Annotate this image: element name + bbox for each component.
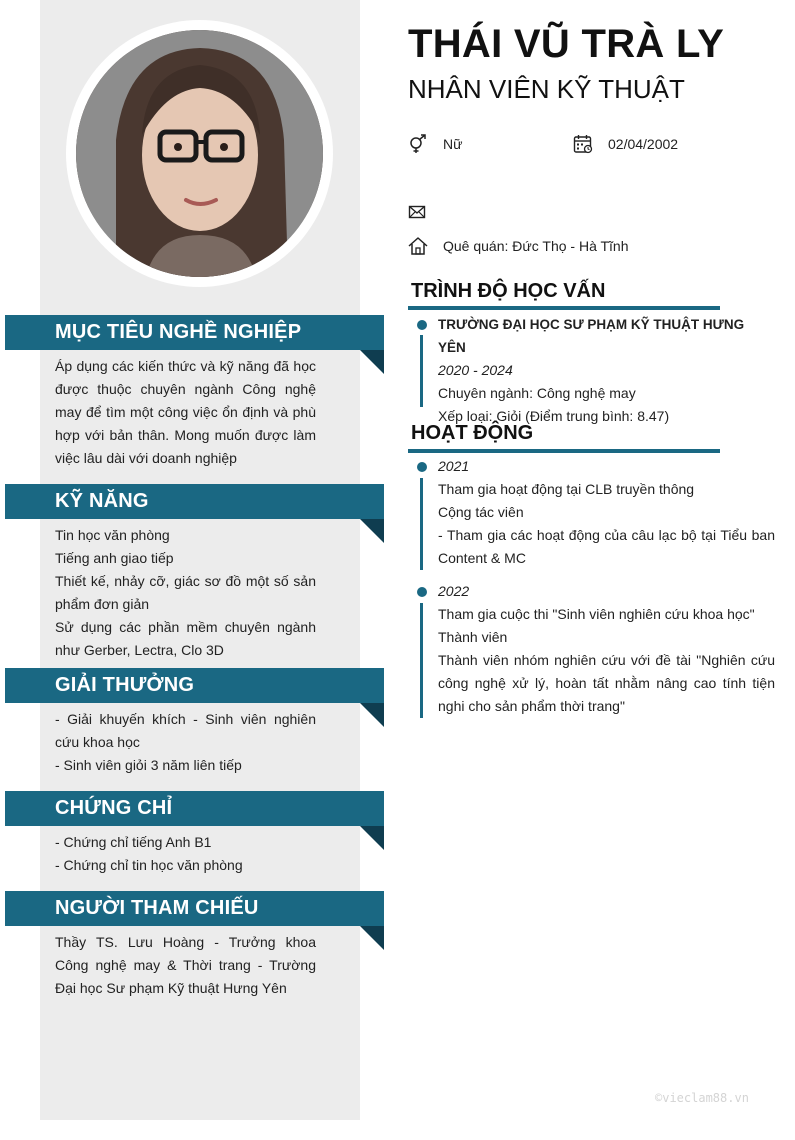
certs-header [5, 791, 384, 826]
skills-header [5, 484, 384, 519]
skills-fold [360, 519, 384, 543]
gender-value: Nữ [443, 136, 463, 152]
mail-icon [408, 202, 428, 222]
gender-icon [408, 134, 428, 154]
skill-item: Tiếng anh giao tiếp [55, 550, 174, 566]
refs-fold [360, 926, 384, 950]
education-title: TRÌNH ĐỘ HỌC VẤN [411, 280, 606, 302]
activity-entry [438, 455, 775, 570]
dob-row [573, 134, 678, 154]
portrait-illustration [76, 30, 323, 277]
award-item: - Sinh viên giỏi 3 năm liên tiếp [55, 757, 242, 773]
hometown-value: Quê quán: Đức Thọ - Hà Tĩnh [443, 238, 629, 254]
activity-year: 2022 [438, 583, 470, 599]
awards-fold [360, 703, 384, 727]
activity-line [420, 603, 423, 718]
watermark: ©vieclam88.vn [655, 1091, 749, 1105]
dob-value: 02/04/2002 [608, 136, 679, 152]
activity-year: 2021 [438, 458, 470, 474]
education-grade: Xếp loại: Giỏi (Điểm trung bình: 8.47) [438, 408, 670, 424]
school-name: TRƯỜNG ĐẠI HỌC SƯ PHẠM KỸ THUẬT HƯNG YÊN [438, 317, 745, 355]
activity-desc: - Tham gia các hoạt động của câu lạc bộ tại Tiểu ban Content & MC [438, 527, 775, 566]
education-entry [438, 313, 775, 428]
education-line [420, 335, 423, 407]
education-rule [408, 306, 720, 310]
education-period: 2020 - 2024 [438, 362, 513, 378]
education-major: Chuyên ngành: Công nghệ may [438, 385, 636, 401]
skill-item: Sử dụng các phần mềm chuyên ngành như Gerber, Lectra, Clo 3D [55, 619, 316, 658]
skill-item: Tin học văn phòng [55, 527, 170, 543]
certs-title: CHỨNG CHỈ [55, 797, 173, 819]
activity-position: Thành viên [438, 629, 508, 645]
activity-entry [438, 580, 775, 718]
activities-title: HOẠT ĐỘNG [411, 422, 534, 444]
awards-body [55, 708, 316, 777]
certs-fold [360, 826, 384, 850]
activity-position: Cộng tác viên [438, 504, 524, 520]
home-icon [408, 236, 428, 256]
skill-item: Thiết kế, nhảy cỡ, giác sơ đồ một số sản phẩm đơn giản [55, 573, 316, 612]
calendar-icon [573, 134, 593, 154]
certs-body [55, 831, 316, 877]
activity-dot [417, 587, 427, 597]
activity-name: Tham gia hoạt động tại CLB truyền thông [438, 481, 695, 497]
gender-row [408, 134, 462, 154]
award-item: - Giải khuyến khích - Sinh viên nghiên cứu khoa học [55, 711, 316, 750]
activity-dot [417, 462, 427, 472]
avatar [76, 30, 323, 277]
objective-header [5, 315, 384, 350]
objective-text: Áp dụng các kiến thức và kỹ năng đã học được thuộc chuyên ngành Công nghệ may để tìm một công việc ổn định và phù hợp với bản thân. Mong muốn được làm việc lâu dài với doanh nghiệp [55, 358, 316, 466]
objective-title: MỤC TIÊU NGHỀ NGHIỆP [55, 321, 302, 343]
refs-title: NGƯỜI THAM CHIẾU [55, 897, 259, 919]
activity-line [420, 478, 423, 570]
hometown-row [408, 236, 629, 256]
objective-fold [360, 350, 384, 374]
skills-body [55, 524, 316, 662]
awards-title: GIẢI THƯỞNG [55, 674, 195, 696]
candidate-name: THÁI VŨ TRÀ LY [408, 22, 725, 66]
activities-rule [408, 449, 720, 453]
objective-body [55, 355, 316, 470]
refs-text: Thầy TS. Lưu Hoàng - Trưởng khoa Công nghệ may & Thời trang - Trường Đại học Sư phạm Kỹ thuật Hưng Yên [55, 934, 316, 996]
cert-item: - Chứng chỉ tin học văn phòng [55, 857, 243, 873]
refs-body [55, 931, 316, 1000]
candidate-role: NHÂN VIÊN KỸ THUẬT [408, 74, 685, 104]
email-row [408, 202, 443, 222]
refs-header [5, 891, 384, 926]
activity-desc: Thành viên nhóm nghiên cứu với đề tài "Nghiên cứu công nghệ xử lý, hoàn tất nhằm nâng cao tính tiện nghi cho sản phẩm thời trang" [438, 652, 775, 714]
education-dot [417, 320, 427, 330]
awards-header [5, 668, 384, 703]
activity-name: Tham gia cuộc thi "Sinh viên nghiên cứu khoa học" [438, 606, 755, 622]
skills-title: KỸ NĂNG [55, 490, 149, 512]
cert-item: - Chứng chỉ tiếng Anh B1 [55, 834, 212, 850]
